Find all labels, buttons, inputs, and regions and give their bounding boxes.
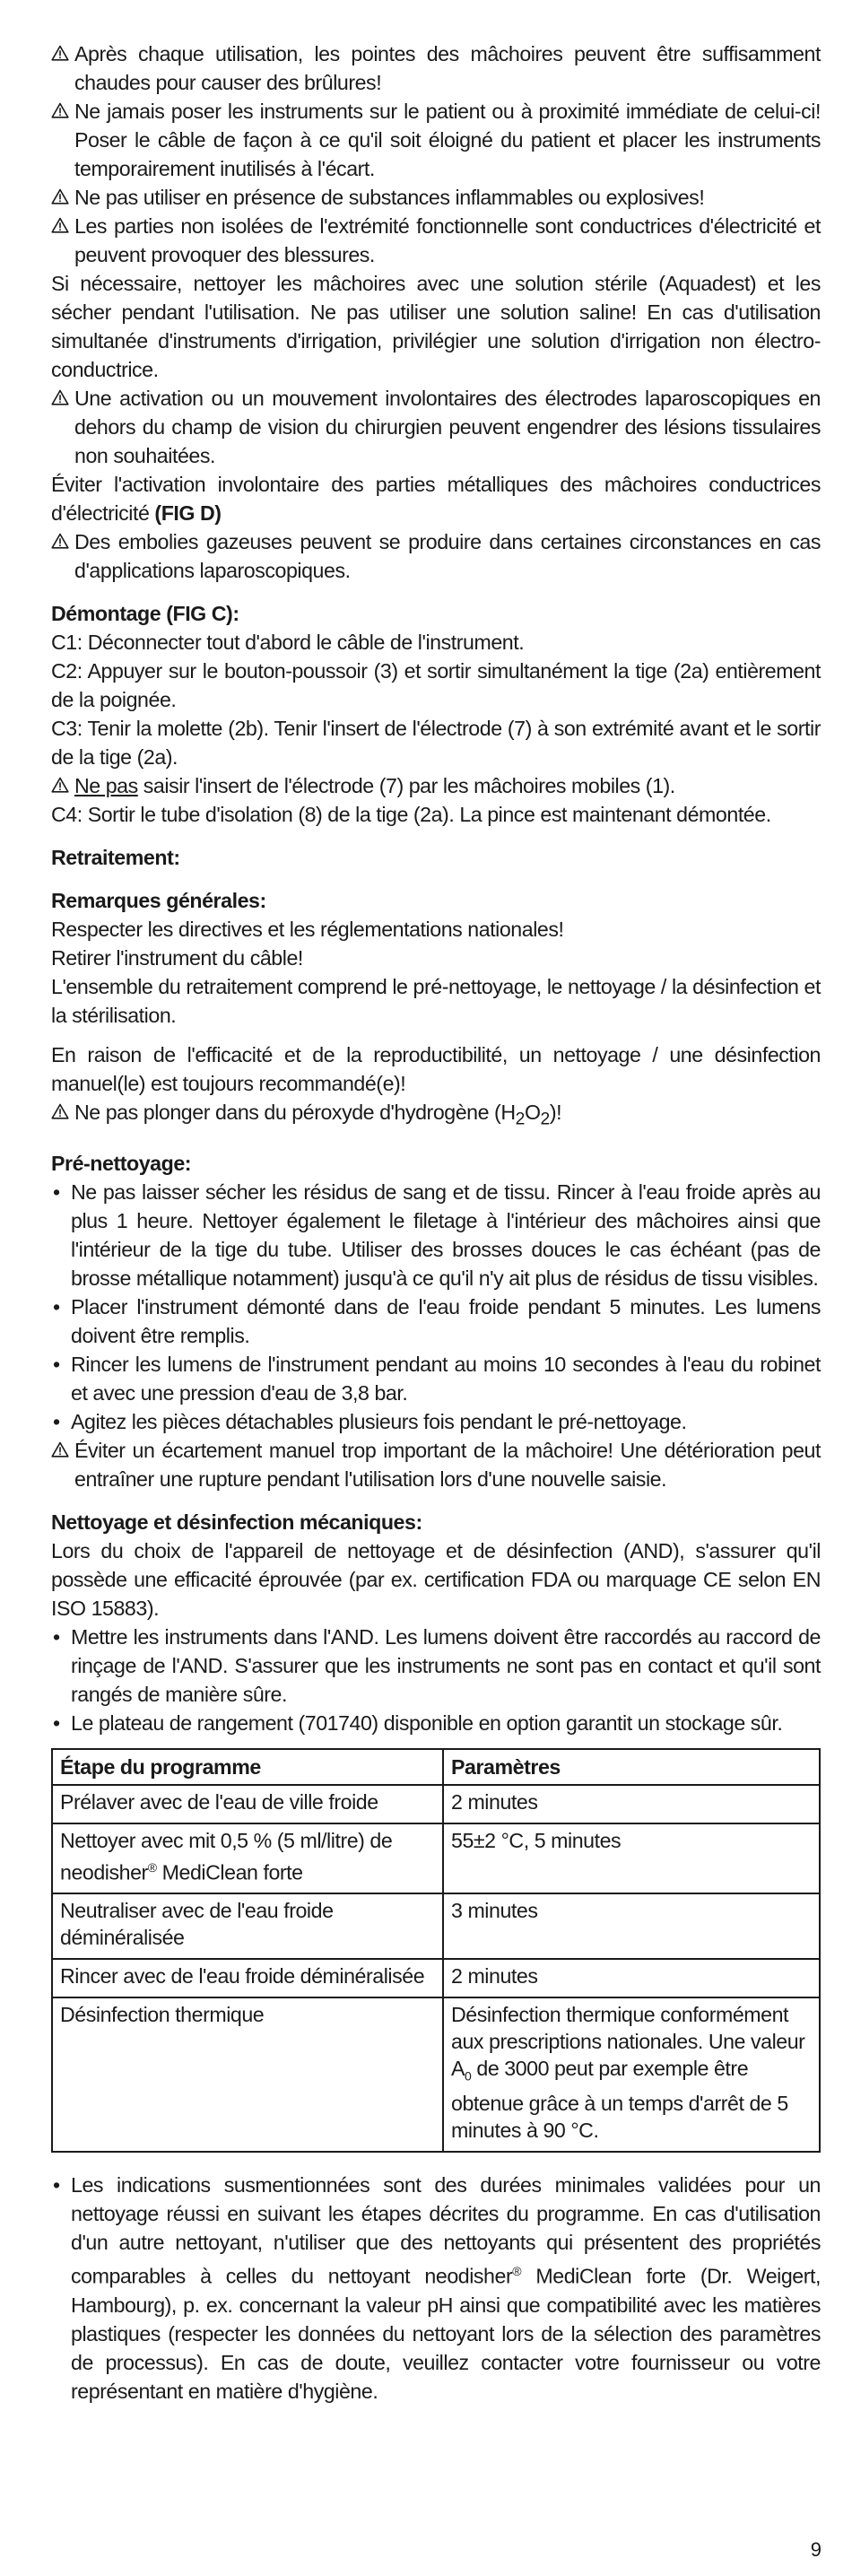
- avoid-text: Éviter l'activation involontaire des parties métalliques des mâchoires conductrices d'électricité: [51, 473, 821, 525]
- bullet-marker: •: [53, 2173, 60, 2197]
- warning-item: [51, 1436, 821, 1493]
- bullet-marker: •: [53, 1179, 60, 1204]
- table-cell: 55±2 °C, 5 minutes: [443, 1823, 820, 1894]
- step-c1: C1: Déconnecter tout d'abord le câble de l'instrument.: [51, 631, 525, 654]
- figure-reference: (FIG D): [154, 501, 222, 525]
- table-row: [52, 1997, 820, 2152]
- warning-emphasis: Ne pas: [74, 774, 138, 797]
- subscript: 2: [515, 1110, 525, 1129]
- warning-text: Éviter un écartement manuel trop important de la mâchoire! Une détérioration peut entraîner une rupture pendant l'utilisation lors d'une nouvelle saisie.: [74, 1438, 821, 1491]
- superscript: ®: [512, 2264, 522, 2279]
- warning-text: Ne pas utiliser en présence de substances inflammables ou explosives!: [74, 186, 705, 209]
- subscript: 0: [465, 2069, 472, 2084]
- warning-text: Une activation ou un mouvement involontaires des électrodes laparoscopiques en dehors du champ de vision du chirurgien peuvent engendrer des lésions tissulaires non souhaitées.: [74, 387, 821, 467]
- warning-item: [51, 771, 821, 800]
- cell-text: Désinfection thermique conformément aux prescriptions nationales. Une valeur A: [451, 2003, 805, 2081]
- warning-triangle-icon: [51, 384, 74, 405]
- table-cell: [443, 1997, 820, 2152]
- list-item-text: Rincer les lumens de l'instrument pendant au moins 10 secondes à l'eau du robinet et avec une pression d'eau de 3,8 bar.: [71, 1352, 821, 1405]
- section-heading-general: Remarques générales:: [51, 889, 266, 912]
- warning-item: [51, 183, 821, 212]
- warning-text: Les parties non isolées de l'extrémité fonctionnelle sont conductrices d'électricité et peuvent provoquer des blessures.: [74, 214, 821, 266]
- section-heading-mechanical: Nettoyage et désinfection mécaniques:: [51, 1510, 422, 1534]
- list-item: [51, 1178, 821, 1292]
- warning-item: [51, 384, 821, 470]
- bullet-marker: •: [53, 1294, 60, 1318]
- table-cell: Prélaver avec de l'eau de ville froide: [52, 1785, 443, 1823]
- subscript: 2: [540, 1110, 550, 1129]
- step-c3: C3: Tenir la molette (2b). Tenir l'insert de l'électrode (7) à son extrémité avant et le sortir de la tige (2a).: [51, 717, 821, 769]
- table-row: [52, 1893, 820, 1959]
- list-item: [51, 1407, 821, 1436]
- list-item: [51, 1623, 821, 1709]
- warning-triangle-icon: [51, 1436, 74, 1458]
- general-line: L'ensemble du retraitement comprend le pré-nettoyage, le nettoyage / la désinfection et la stérilisation.: [51, 975, 821, 1027]
- mechanical-intro: Lors du choix de l'appareil de nettoyage et de désinfection (AND), s'assurer qu'il possède une efficacité éprouvée (par ex. certification FDA ou marquage CE selon EN ISO 15883).: [51, 1538, 821, 1620]
- general-line: Retirer l'instrument du câble!: [51, 946, 303, 970]
- program-table: [51, 1748, 821, 2153]
- warning-triangle-icon: [51, 771, 74, 793]
- list-item-text: Ne pas laisser sécher les résidus de sang et de tissu. Rincer à l'eau froide après au plus 1 heure. Nettoyer également le filetage à l'intérieur des mâchoires ainsi que l'intérieur de la tige du tube. Utiliser des brosses douces le cas échéant (pas de brosse métallique notamment) jusqu'à ce qu'il n'y ait plus de résidus de tissu visibles.: [71, 1179, 821, 1290]
- section-heading-reprocessing: Retraitement:: [51, 846, 180, 869]
- final-text: MediClean forte (Dr. Weigert, Hambourg), p. ex. concernant la valeur pH ainsi que compatibilité avec les matières plastiques (respecter les données du nettoyant lors de la sélection des paramètres de processus). En cas de doute, veuillez contacter votre fournisseur ou votre représentant en matière d'hygiène.: [71, 2264, 821, 2403]
- final-text: Les indications susmentionnées sont des durées minimales validées pour un nettoyage réussi en suivant les étapes décrites du programme. En cas d'utilisation d'un autre nettoyant, n'utiliser que des nettoyants qui présentent des propriétés comparables à celles du nettoyant neodisher: [71, 2173, 821, 2288]
- warning-item: [51, 212, 821, 269]
- warning-triangle-icon: [51, 97, 74, 118]
- table-cell: Désinfection thermique: [52, 1997, 443, 2152]
- section-heading-disassembly: Démontage (FIG C):: [51, 602, 239, 625]
- warning-triangle-icon: [51, 1098, 74, 1119]
- list-item-text: Mettre les instruments dans l'AND. Les lumens doivent être raccordés au raccord de rinçage de l'AND. S'assurer que les instruments ne sont pas en contact et qu'il sont rangés de manière sûre.: [71, 1624, 821, 1706]
- list-item: [51, 2171, 821, 2406]
- warning-text: Des embolies gazeuses peuvent se produire dans certaines circonstances en cas d'applications laparoscopiques.: [74, 530, 821, 582]
- warning-item: [51, 39, 821, 97]
- list-item: [51, 1709, 821, 1737]
- paragraph-avoid-activation: [51, 470, 821, 527]
- document-page: [51, 39, 821, 2406]
- warning-text: Ne jamais poser les instruments sur le patient ou à proximité immédiate de celui-ci! Poser le câble de façon à ce qu'il soit éloigné du patient et placer les instruments temporairement inutilisés à l'écart.: [74, 100, 821, 180]
- superscript: ®: [147, 1859, 157, 1875]
- list-item-text: Agitez les pièces détachables plusieurs fois pendant le pré-nettoyage.: [71, 1409, 687, 1433]
- peroxide-text: O: [524, 1101, 541, 1124]
- table-row: [52, 1959, 820, 1997]
- table-row: [52, 1823, 820, 1894]
- warning-text: [74, 771, 821, 800]
- table-row: [52, 1785, 820, 1823]
- warning-item: [51, 527, 821, 585]
- general-line: Respecter les directives et les réglementations nationales!: [51, 918, 564, 941]
- step-c4: C4: Sortir le tube d'isolation (8) de la tige (2a). La pince est maintenant démontée.: [51, 803, 771, 826]
- bullet-marker: •: [53, 1624, 60, 1649]
- bullet-marker: •: [53, 1710, 60, 1735]
- section-heading-precleaning: Pré-nettoyage:: [51, 1151, 192, 1175]
- list-item-text: Le plateau de rangement (701740) disponible en option garantit un stockage sûr.: [71, 1710, 783, 1735]
- warning-text: Après chaque utilisation, les pointes des mâchoires peuvent être suffisamment chaudes pour causer des brûlures!: [74, 42, 821, 94]
- list-item-text: Placer l'instrument démonté dans de l'eau froide pendant 5 minutes. Les lumens doivent être remplis.: [71, 1294, 821, 1347]
- paragraph-cleaning: Si nécessaire, nettoyer les mâchoires avec une solution stérile (Aquadest) et les sécher pendant l'utilisation. Ne pas utiliser une solution saline! En cas d'utilisation simultanée d'instruments d'irrigation, privilégier une solution d'irrigation non électro-conductrice.: [51, 272, 821, 381]
- peroxide-text: Ne pas plonger dans du péroxyde d'hydrogène (H: [74, 1101, 516, 1124]
- table-cell: 3 minutes: [443, 1893, 820, 1959]
- warning-text: [74, 1098, 821, 1135]
- column-header: Paramètres: [443, 1749, 820, 1785]
- table-cell: Neutraliser avec de l'eau froide déminéralisée: [52, 1893, 443, 1959]
- warning-item: [51, 97, 821, 183]
- bullet-marker: •: [53, 1409, 60, 1433]
- table-header-row: [52, 1749, 820, 1785]
- cell-text: MediClean forte: [156, 1860, 303, 1884]
- column-header: Étape du programme: [52, 1749, 443, 1785]
- cell-text: Nettoyer avec mit 0,5 % (5 ml/litre) de neodisher: [60, 1828, 393, 1884]
- general-manual-note: En raison de l'efficacité et de la reproductibilité, un nettoyage / une désinfection manuel(le) est toujours recommandé(e)!: [51, 1043, 821, 1095]
- page-number: 9: [810, 2538, 822, 2561]
- list-item: [51, 1350, 821, 1407]
- warning-rest: saisir l'insert de l'électrode (7) par les mâchoires mobiles (1).: [137, 774, 675, 797]
- bullet-marker: •: [53, 1352, 60, 1376]
- table-cell: Rincer avec de l'eau froide déminéralisée: [52, 1959, 443, 1997]
- step-c2: C2: Appuyer sur le bouton-poussoir (3) et sortir simultanément la tige (2a) entièrement de la poignée.: [51, 659, 821, 711]
- warning-triangle-icon: [51, 183, 74, 205]
- warning-item: [51, 1098, 821, 1135]
- table-cell: [52, 1823, 443, 1894]
- table-cell: 2 minutes: [443, 1959, 820, 1997]
- list-item: [51, 1292, 821, 1350]
- peroxide-text: )!: [549, 1101, 562, 1124]
- table-cell: 2 minutes: [443, 1785, 820, 1823]
- warning-triangle-icon: [51, 527, 74, 549]
- cell-text: de 3000 peut par exemple être obtenue grâce à un temps d'arrêt de 5 minutes à 90 °C.: [451, 2057, 788, 2143]
- warning-triangle-icon: [51, 39, 74, 61]
- warning-triangle-icon: [51, 212, 74, 233]
- list-item-text: [71, 2171, 821, 2406]
